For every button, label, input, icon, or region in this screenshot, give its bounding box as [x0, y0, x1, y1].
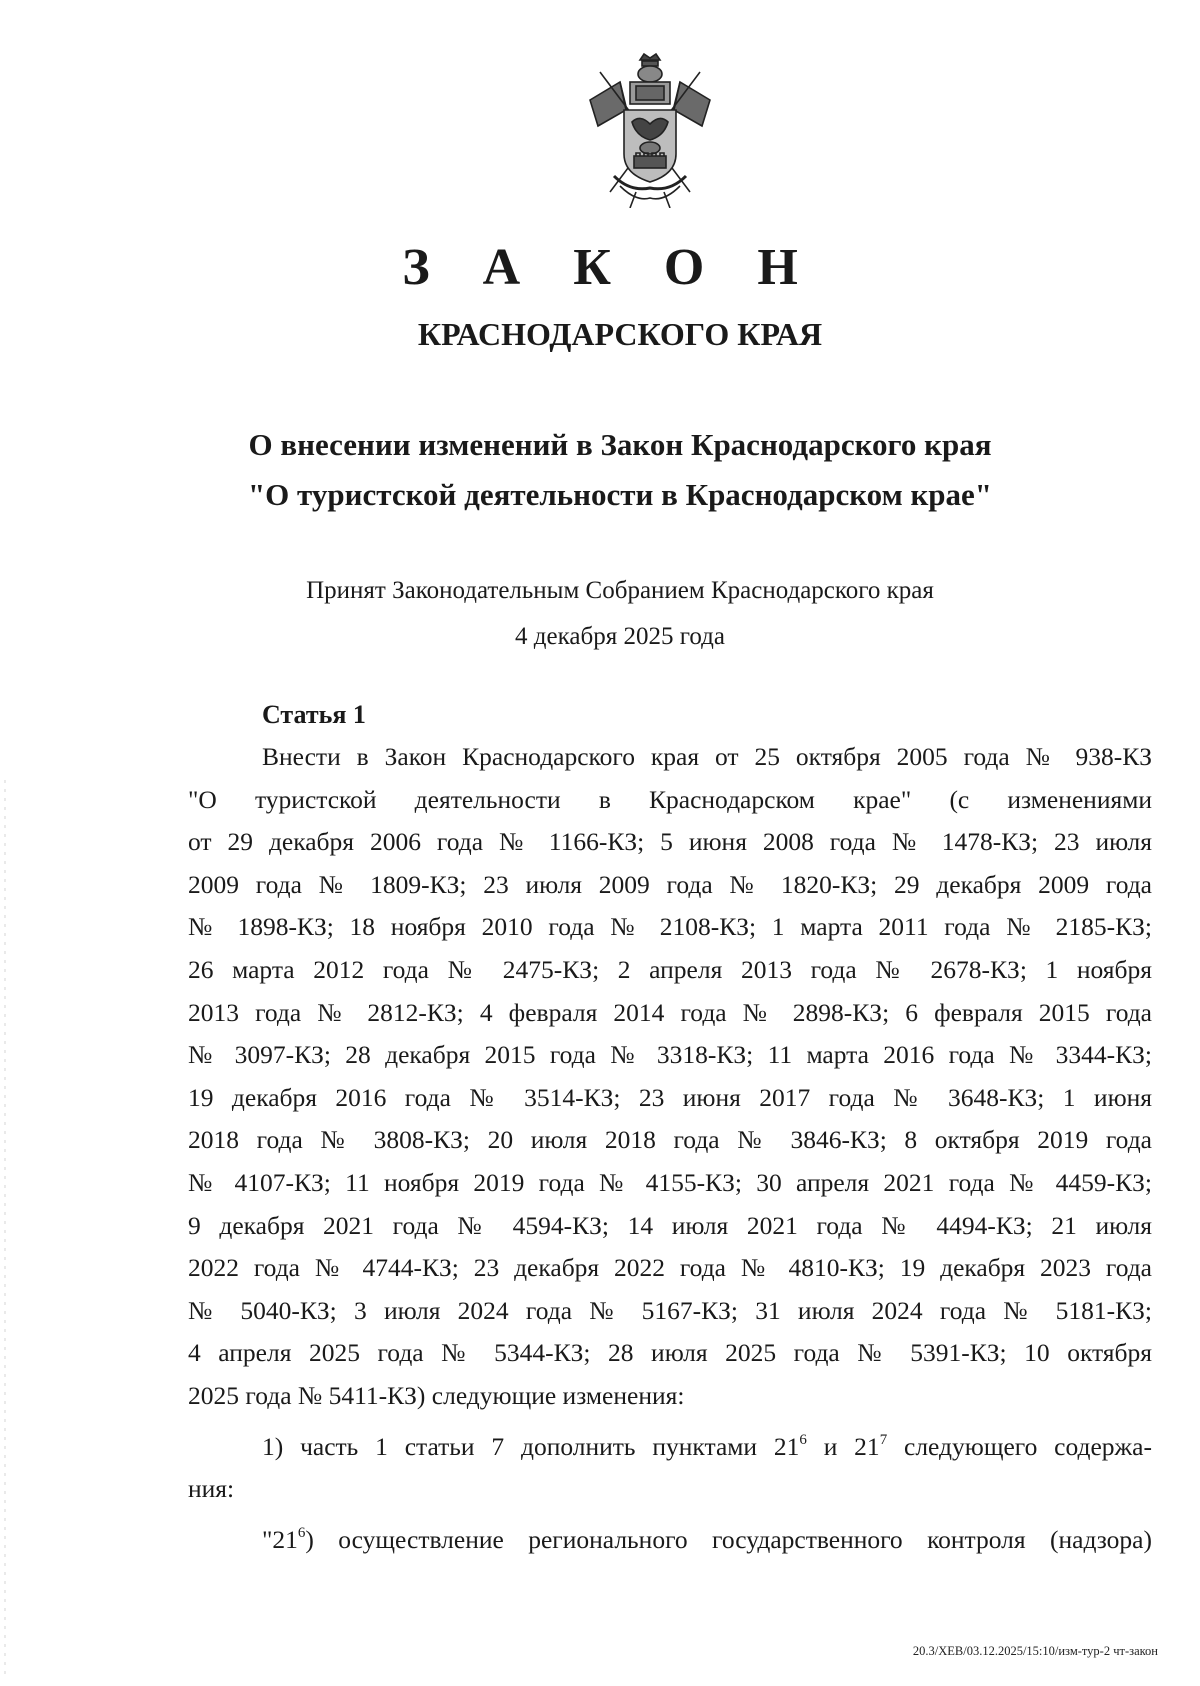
law-name-line-2: "О туристской деятельности в Краснодарском крае": [247, 477, 993, 512]
body-line: 26 марта 2012 года № 2475-КЗ; 2 апреля 2013 года № 2678-КЗ; 1 ноября: [188, 954, 1152, 984]
quoted-provision-text: ) осуществление регионального государственного контроля (надзора): [305, 1524, 1152, 1554]
quoted-provision: [188, 1519, 1152, 1562]
amendment-item-1-continuation: ния:: [188, 1474, 235, 1504]
amendment-item-1-text: и 21: [806, 1431, 880, 1461]
coat-of-arms-icon: [580, 52, 720, 208]
quoted-provision-text: "21: [262, 1524, 298, 1554]
scan-edge-artifact: [4, 780, 6, 1680]
body-line: 2018 года № 3808-КЗ; 20 июля 2018 года № 3846-КЗ; 8 октября 2019 года: [188, 1125, 1152, 1155]
amendment-item-1-text: следующего содержа-: [887, 1431, 1152, 1461]
body-line: № 4107-КЗ; 11 ноября 2019 года № 4155-КЗ; 30 апреля 2021 года № 4459-КЗ;: [188, 1167, 1152, 1197]
body-line: 19 декабря 2016 года № 3514-КЗ; 23 июня 2017 года № 3648-КЗ; 1 июня: [188, 1082, 1152, 1112]
amendment-item-1: [188, 1426, 1152, 1469]
amendment-item-1-text: 1) часть 1 статьи 7 дополнить пунктами 21: [262, 1431, 800, 1461]
body-line: 2025 года № 5411-КЗ) следующие изменения:: [188, 1380, 685, 1410]
body-line: от 29 декабря 2006 года № 1166-КЗ; 5 июня 2008 года № 1478-КЗ; 23 июля: [188, 827, 1152, 857]
body-line: 2009 года № 1809-КЗ; 23 июля 2009 года № 1820-КЗ; 29 декабря 2009 года: [188, 869, 1152, 899]
document-reference-code: 20.3/ХЕВ/03.12.2025/15:10/изм-тур-2 чт-закон: [912, 1644, 1158, 1658]
adoption-note: [0, 568, 1200, 660]
law-name-line-1: О внесении изменений в Закон Краснодарского края: [248, 427, 992, 462]
document-type-title: З А К О Н: [402, 239, 818, 296]
body-line: № 1898-КЗ; 18 ноября 2010 года № 2108-КЗ; 1 марта 2011 года № 2185-КЗ;: [188, 912, 1152, 942]
adoption-body: Принят Законодательным Собранием Краснодарского края: [306, 577, 934, 604]
document-region-subtitle: КРАСНОДАРСКОГО КРАЯ: [417, 316, 823, 352]
body-line: № 3097-КЗ; 28 декабря 2015 года № 3318-КЗ; 11 марта 2016 года № 3344-КЗ;: [188, 1040, 1152, 1070]
body-line: 2022 года № 4744-КЗ; 23 декабря 2022 года № 4810-КЗ; 19 декабря 2023 года: [188, 1253, 1152, 1283]
law-name: [0, 420, 1200, 520]
body-line: 9 декабря 2021 года № 4594-КЗ; 14 июля 2021 года № 4494-КЗ; 21 июля: [188, 1210, 1152, 1240]
body-line: Внести в Закон Краснодарского края от 25 октября 2005 года № 938-КЗ: [262, 742, 1152, 771]
article-body: [188, 736, 1152, 1561]
superscript: 6: [799, 1431, 807, 1448]
body-line: 4 апреля 2025 года № 5344-КЗ; 28 июля 2025 года № 5391-КЗ; 10 октября: [188, 1338, 1152, 1368]
body-line: "О туристской деятельности в Краснодарском крае" (с изменениями: [188, 784, 1152, 814]
superscript: 7: [879, 1431, 888, 1448]
body-line: № 5040-КЗ; 3 июля 2024 года № 5167-КЗ; 31 июля 2024 года № 5181-КЗ;: [188, 1295, 1152, 1325]
body-line: 2013 года № 2812-КЗ; 4 февраля 2014 года № 2898-КЗ; 6 февраля 2015 года: [188, 997, 1152, 1027]
adoption-date: 4 декабря 2025 года: [515, 623, 725, 650]
superscript: 6: [297, 1524, 306, 1541]
article-heading: Статья 1: [262, 700, 366, 729]
